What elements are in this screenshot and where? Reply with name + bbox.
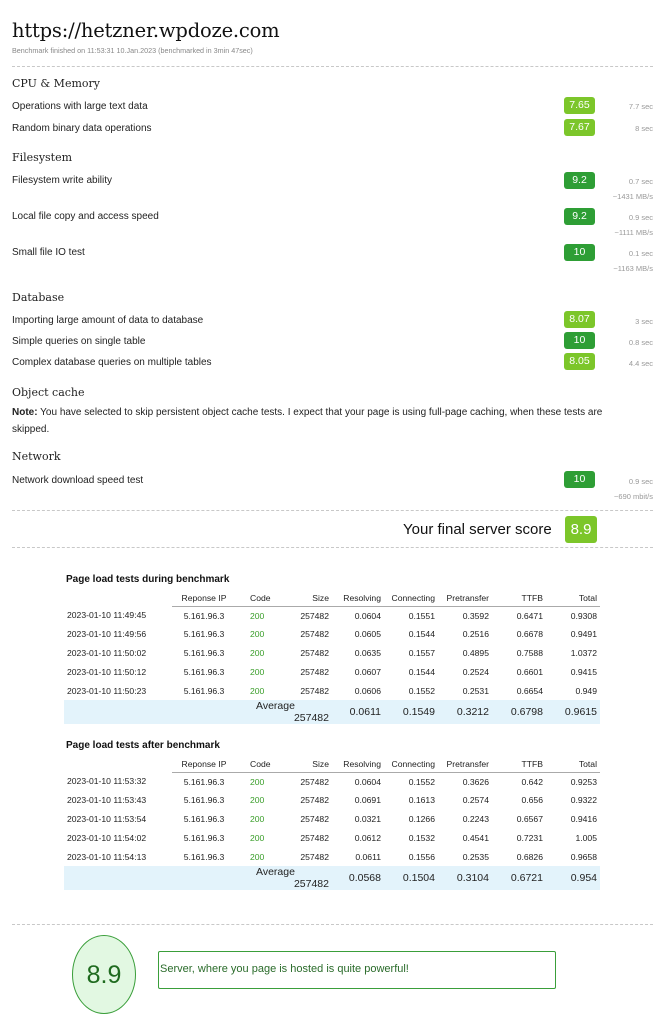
average-label (236, 866, 332, 890)
cell-date: 2023-01-10 11:50:12 (67, 666, 147, 677)
cell-ttfb: 0.7231 (516, 832, 543, 843)
site-url-title: https://hetzner.wpdoze.com (12, 19, 280, 42)
table-row (64, 791, 600, 810)
avg-ttfb: 0.6721 (492, 866, 546, 890)
col-header-ttfb: TTFB (492, 756, 546, 772)
test-time: 3 sec (635, 317, 653, 326)
cell-code: 200 (250, 813, 265, 824)
table-row (64, 828, 600, 847)
cell-ip: 5.161.96.3 (183, 647, 225, 658)
cell-connecting: 0.1613 (408, 795, 435, 806)
score-badge: 10 (564, 332, 595, 349)
table-header-row (64, 756, 600, 772)
col-header-resolving: Resolving (332, 590, 384, 606)
average-label-text: Average (256, 865, 295, 878)
test-label: Filesystem write ability (12, 175, 113, 186)
avg-total: 0.9615 (546, 700, 600, 724)
avg-pretransfer: 0.3212 (438, 700, 492, 724)
cell-resolving: 0.0605 (354, 629, 381, 640)
cell-ip: 5.161.96.3 (183, 795, 225, 806)
cell-connecting: 0.1552 (408, 776, 435, 787)
col-header-total: Total (546, 756, 600, 772)
divider (12, 547, 653, 548)
test-time: 0.8 sec (628, 338, 653, 347)
cell-ttfb: 0.6567 (516, 813, 543, 824)
cell-total: 1.005 (575, 832, 597, 843)
cell-size: 257482 (300, 610, 329, 621)
table-average-row (64, 866, 600, 890)
cell-ip: 5.161.96.3 (183, 685, 225, 696)
cell-pretransfer: 0.2574 (462, 795, 489, 806)
cell-code: 200 (250, 629, 265, 640)
cell-total: 1.0372 (570, 647, 597, 658)
cell-pretransfer: 0.3592 (462, 610, 489, 621)
cell-connecting: 0.1551 (408, 610, 435, 621)
cell-ip: 5.161.96.3 (183, 629, 225, 640)
avg-connecting: 0.1549 (384, 700, 438, 724)
result-score-circle: 8.9 (72, 935, 136, 1014)
avg-size: 257482 (293, 711, 329, 724)
cell-total: 0.949 (575, 685, 597, 696)
cell-total: 0.9415 (570, 666, 597, 677)
score-badge: 7.67 (564, 119, 595, 136)
cell-total: 0.9308 (570, 610, 597, 621)
divider (12, 510, 653, 511)
cell-date: 2023-01-10 11:54:13 (67, 851, 147, 862)
cell-ttfb: 0.642 (521, 776, 543, 787)
avg-ttfb: 0.6798 (492, 700, 546, 724)
average-label (236, 700, 332, 724)
cell-resolving: 0.0611 (355, 851, 381, 862)
table-row (64, 625, 600, 644)
col-header-code: Code (236, 756, 280, 772)
cell-ip: 5.161.96.3 (183, 851, 225, 862)
cell-pretransfer: 0.2516 (462, 629, 489, 640)
avg-pretransfer: 0.3104 (438, 866, 492, 890)
section-title-object-cache: Object cache (12, 386, 85, 399)
result-message: Server, where you page is hosted is quite powerful! (160, 963, 409, 975)
cell-connecting: 0.1557 (408, 647, 435, 658)
note-label: Note: (12, 407, 38, 418)
test-label: Network download speed test (12, 475, 144, 486)
score-badge: 8.07 (564, 311, 595, 328)
cell-date: 2023-01-10 11:53:32 (67, 776, 147, 787)
cell-total: 0.9491 (570, 629, 597, 640)
test-rate: ~690 mbit/s (614, 492, 653, 501)
test-time: 0.9 sec (628, 477, 653, 486)
col-header-date (64, 590, 172, 606)
cell-pretransfer: 0.2531 (462, 685, 489, 696)
col-header-code: Code (236, 590, 280, 606)
table-row (64, 644, 600, 663)
divider (12, 924, 653, 925)
average-label-text: Average (256, 699, 295, 712)
cell-resolving: 0.0607 (354, 666, 381, 677)
col-header-ip: Reponse IP (172, 590, 236, 606)
col-header-connecting: Connecting (384, 590, 438, 606)
cell-ip: 5.161.96.3 (183, 610, 225, 621)
cell-total: 0.9253 (570, 776, 597, 787)
table-title-during: Page load tests during benchmark (66, 574, 230, 585)
object-cache-note (12, 404, 642, 438)
table-average-row (64, 700, 600, 724)
divider (12, 66, 653, 67)
cell-resolving: 0.0604 (354, 610, 381, 621)
table-row (64, 606, 600, 625)
cell-ttfb: 0.6654 (516, 685, 543, 696)
table-row (64, 662, 600, 681)
col-header-ttfb: TTFB (492, 590, 546, 606)
cell-pretransfer: 0.2243 (462, 813, 489, 824)
cell-date: 2023-01-10 11:54:02 (67, 832, 147, 843)
cell-code: 200 (250, 647, 265, 658)
cell-size: 257482 (300, 813, 329, 824)
col-header-total: Total (546, 590, 600, 606)
cell-code: 200 (250, 685, 265, 696)
table-row (64, 772, 600, 791)
cell-pretransfer: 0.2524 (462, 666, 489, 677)
cell-size: 257482 (300, 685, 329, 696)
cell-total: 0.9658 (570, 851, 597, 862)
avg-size: 257482 (293, 877, 329, 890)
cell-ip: 5.161.96.3 (183, 813, 225, 824)
avg-resolving: 0.0611 (332, 700, 384, 724)
test-label: Simple queries on single table (12, 336, 146, 347)
cell-date: 2023-01-10 11:53:54 (67, 813, 147, 824)
cell-code: 200 (250, 610, 265, 621)
page-load-table-after (64, 756, 600, 890)
cell-empty (172, 866, 236, 890)
cell-pretransfer: 0.4541 (462, 832, 489, 843)
test-time: 0.9 sec (628, 213, 653, 222)
score-badge: 7.65 (564, 97, 595, 114)
avg-total: 0.954 (546, 866, 600, 890)
cell-size: 257482 (300, 851, 329, 862)
cell-ttfb: 0.6601 (516, 666, 543, 677)
cell-date: 2023-01-10 11:50:23 (67, 685, 147, 696)
cell-size: 257482 (300, 776, 329, 787)
test-time: 7.7 sec (628, 102, 653, 111)
cell-date: 2023-01-10 11:53:43 (67, 795, 147, 806)
cell-date: 2023-01-10 11:49:45 (67, 610, 147, 621)
cell-empty (64, 866, 172, 890)
test-label: Random binary data operations (12, 123, 152, 134)
col-header-connecting: Connecting (384, 756, 438, 772)
test-label: Complex database queries on multiple tables (12, 357, 212, 368)
score-badge: 8.05 (564, 353, 595, 370)
cell-resolving: 0.0606 (354, 685, 381, 696)
cell-connecting: 0.1544 (408, 666, 435, 677)
table-header-row (64, 590, 600, 606)
col-header-date (64, 756, 172, 772)
test-time: 4.4 sec (628, 359, 653, 368)
test-label: Operations with large text data (12, 101, 148, 112)
cell-code: 200 (250, 851, 265, 862)
cell-total: 0.9322 (570, 795, 597, 806)
score-badge: 10 (564, 244, 595, 261)
cell-connecting: 0.1552 (408, 685, 435, 696)
section-title-cpu-memory: CPU & Memory (12, 77, 100, 90)
test-rate: ~1111 MB/s (614, 228, 653, 237)
cell-connecting: 0.1532 (408, 832, 435, 843)
cell-pretransfer: 0.4895 (462, 647, 489, 658)
table-row (64, 810, 600, 829)
table-row (64, 847, 600, 866)
test-label: Local file copy and access speed (12, 211, 159, 222)
cell-ttfb: 0.6826 (516, 851, 543, 862)
cell-code: 200 (250, 666, 265, 677)
cell-size: 257482 (300, 647, 329, 658)
cell-resolving: 0.0612 (354, 832, 381, 843)
cell-connecting: 0.1544 (408, 629, 435, 640)
cell-ttfb: 0.6471 (516, 610, 543, 621)
section-title-database: Database (12, 291, 65, 304)
cell-resolving: 0.0691 (354, 795, 381, 806)
test-rate: ~1431 MB/s (612, 192, 653, 201)
cell-total: 0.9416 (570, 813, 597, 824)
note-text: You have selected to skip persistent object cache tests. I expect that your page is using full-page caching, when these tests are skipped. (12, 407, 603, 435)
cell-code: 200 (250, 795, 265, 806)
col-header-pretransfer: Pretransfer (438, 756, 492, 772)
page-load-table-during (64, 590, 600, 724)
section-title-network: Network (12, 450, 61, 463)
cell-pretransfer: 0.3626 (462, 776, 489, 787)
col-header-size: Size (280, 590, 332, 606)
cell-code: 200 (250, 832, 265, 843)
cell-empty (172, 700, 236, 724)
cell-resolving: 0.0604 (354, 776, 381, 787)
cell-ttfb: 0.6678 (516, 629, 543, 640)
col-header-resolving: Resolving (332, 756, 384, 772)
test-rate: ~1163 MB/s (613, 264, 653, 273)
test-time: 0.1 sec (628, 249, 653, 258)
cell-size: 257482 (300, 832, 329, 843)
col-header-ip: Reponse IP (172, 756, 236, 772)
col-header-pretransfer: Pretransfer (438, 590, 492, 606)
cell-ttfb: 0.656 (521, 795, 543, 806)
table-title-after: Page load tests after benchmark (66, 740, 220, 751)
cell-date: 2023-01-10 11:49:56 (67, 629, 147, 640)
final-score-label: Your final server score (403, 521, 552, 538)
cell-ip: 5.161.96.3 (183, 832, 225, 843)
cell-connecting: 0.1266 (408, 813, 435, 824)
final-score-badge: 8.9 (565, 516, 597, 543)
score-badge: 9.2 (564, 208, 595, 225)
table-row (64, 681, 600, 700)
avg-resolving: 0.0568 (332, 866, 384, 890)
cell-ip: 5.161.96.3 (183, 666, 225, 677)
col-header-size: Size (280, 756, 332, 772)
test-time: 0.7 sec (628, 177, 653, 186)
section-title-filesystem: Filesystem (12, 151, 73, 164)
cell-ttfb: 0.7588 (516, 647, 543, 658)
cell-pretransfer: 0.2535 (462, 851, 489, 862)
avg-connecting: 0.1504 (384, 866, 438, 890)
cell-connecting: 0.1556 (408, 851, 435, 862)
score-badge: 9.2 (564, 172, 595, 189)
test-label: Small file IO test (12, 247, 85, 258)
cell-date: 2023-01-10 11:50:02 (67, 647, 147, 658)
cell-size: 257482 (300, 666, 329, 677)
benchmark-finished-info: Benchmark finished on 11:53:31 10.Jan.2023 (benchmarked in 3min 47sec) (12, 46, 253, 55)
cell-size: 257482 (300, 795, 329, 806)
cell-resolving: 0.0321 (354, 813, 381, 824)
cell-code: 200 (250, 776, 265, 787)
cell-resolving: 0.0635 (354, 647, 381, 658)
cell-empty (64, 700, 172, 724)
cell-ip: 5.161.96.3 (183, 776, 225, 787)
test-time: 8 sec (635, 124, 653, 133)
score-badge: 10 (564, 471, 595, 488)
cell-size: 257482 (300, 629, 329, 640)
test-label: Importing large amount of data to database (12, 315, 204, 326)
